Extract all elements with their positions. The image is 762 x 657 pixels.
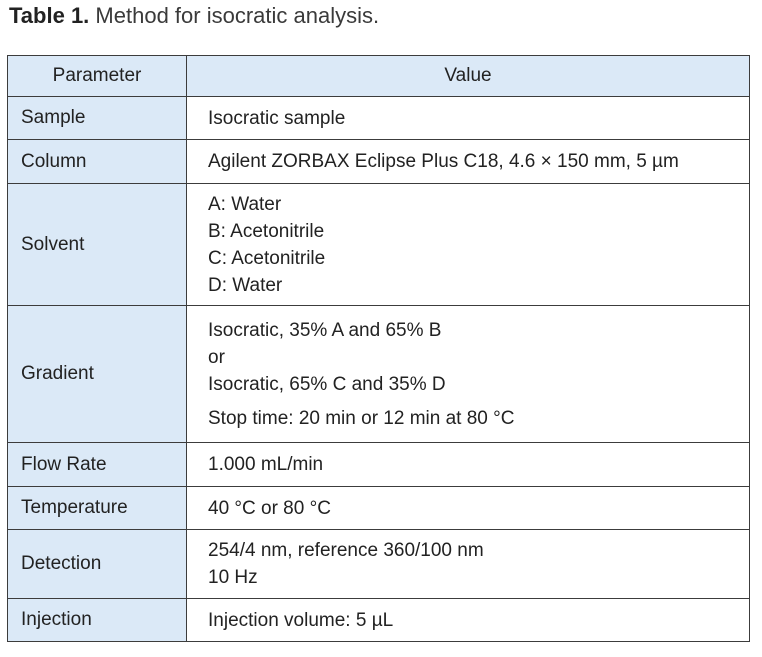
value-line: B: Acetonitrile [208,220,325,242]
value-temperature [187,487,750,530]
header-row [8,56,750,97]
value-line: Isocratic, 65% C and 35% D [208,373,446,395]
table-title: Method for isocratic analysis. [95,3,380,28]
header-value: Value [187,56,750,97]
value-flow-rate [187,443,750,487]
param-gradient: Gradient [8,306,187,443]
value-solvent [187,184,750,306]
value-line: 1.000 mL/min [208,454,324,475]
value-sample [187,97,750,140]
value-line: 10 Hz [208,567,258,588]
table-row [8,443,750,487]
param-flow-rate: Flow Rate [8,443,187,487]
value-line: Isocratic sample [208,107,346,129]
param-column: Column [8,140,187,184]
table-row [8,306,750,443]
value-line: C: Acetonitrile [208,247,326,269]
table-row [8,140,750,184]
param-temperature: Temperature [8,487,187,530]
table-row [8,530,750,599]
value-line: Stop time: 20 min or 12 min at 80 °C [208,407,515,429]
value-column [187,140,750,184]
param-detection: Detection [8,530,187,599]
table-row [8,487,750,530]
value-line: 254/4 nm, reference 360/100 nm [208,540,484,561]
value-gradient [187,306,750,443]
table-row [8,184,750,306]
param-injection: Injection [8,599,187,642]
value-injection [187,599,750,642]
param-sample: Sample [8,97,187,140]
value-line: 40 °C or 80 °C [208,497,331,519]
value-line: Isocratic, 35% A and 65% B [208,319,442,341]
table-row [8,599,750,642]
table-row [8,97,750,140]
value-line: Agilent ZORBAX Eclipse Plus C18, 4.6 × 150 mm, 5 µm [208,151,679,172]
value-line: or [208,346,225,368]
param-solvent: Solvent [8,184,187,306]
method-table [7,55,750,642]
table-caption [9,3,379,29]
value-line: A: Water [208,193,282,215]
value-detection [187,530,750,599]
table-number: Table 1. [9,3,90,28]
value-line: Injection volume: 5 µL [208,609,394,631]
header-parameter: Parameter [8,56,187,97]
value-line: D: Water [208,274,283,296]
